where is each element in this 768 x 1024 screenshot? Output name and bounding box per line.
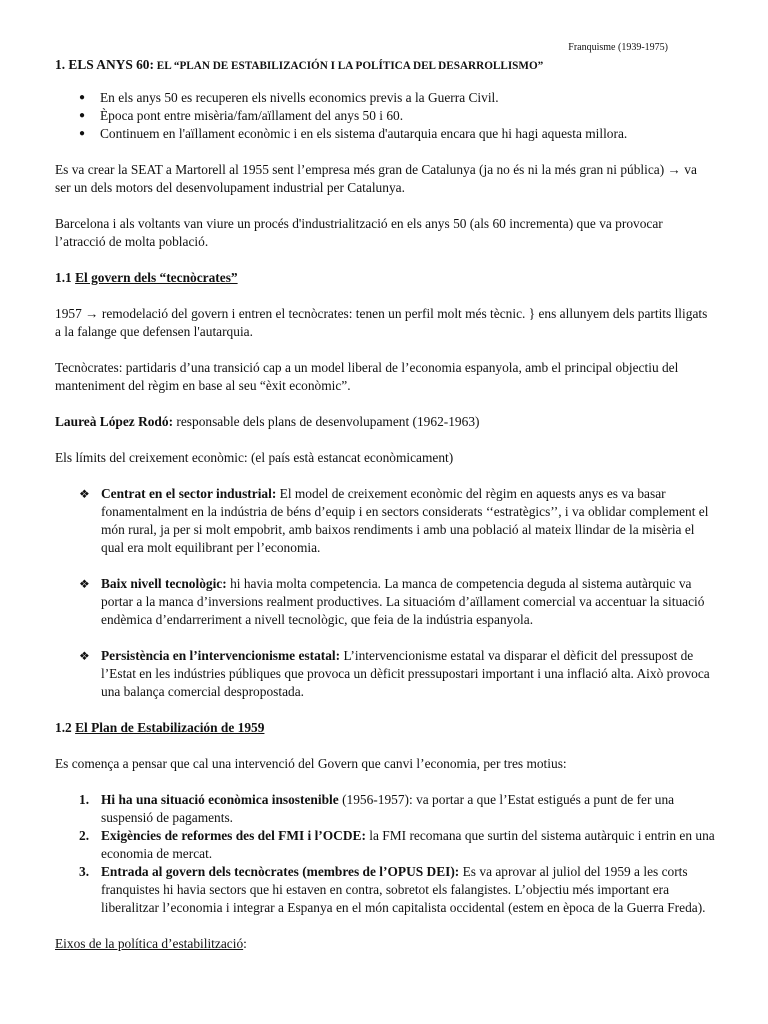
lopez-rodo-text: responsable dels plans de desenvolupament (1962-1963) [173, 414, 480, 429]
axes-heading [55, 935, 715, 953]
reason-text: Es va aprovar al juliol del 1959 a les corts franquistes hi havia sectors que hi estaven en contra, sobretot els falangistes. L’objectiu més important era liberalitzar l’economia i integrar a Espanya en el món capitalista occidental (estem en època de la Guerra Freda). [101, 864, 706, 915]
seat-paragraph: Es va crear la SEAT a Martorell al 1955 sent l’empresa més gran de Catalunya (ja no és ni la més gran ni pública) → va ser un dels motors del desenvolupament industrial per Catalunya. [55, 162, 697, 195]
section-number: 1.1 [55, 270, 76, 285]
limit-heading: Persistència en l’intervencionisme estatal: [101, 648, 341, 663]
barcelona-paragraph: Barcelona i als voltants van viure un procés d'industrialització en els anys 50 (als 60 incrementa) que va provocar l’atracció de molta població. [55, 216, 663, 249]
section-1-2-title-text: El Plan de Estabilización de 1959 [75, 720, 265, 735]
diamond-bullet-icon: ❖ [79, 577, 90, 591]
document-body [55, 56, 715, 971]
item-number: 2. [79, 828, 90, 843]
reason-heading: Exigències de reformes des del FMI i l’OCDE: [101, 828, 366, 843]
diamond-bullet-icon: ❖ [79, 649, 90, 663]
item-number: 3. [79, 864, 90, 879]
reason-text: (1956-1957): va portar a que l’Estat estigués a punt de fer una suspensió de pagaments. [101, 792, 675, 825]
section-1-title-rest: EL “PLAN DE ESTABILIZACIÓN I LA POLÍTICA DEL DESARROLLISMO” [153, 60, 544, 72]
lopez-rodo-paragraph [55, 413, 715, 431]
list-item: ● Continuem en l'aïllament econòmic i en els sistema d'autarquia encara que hi hagi aquesta millora. [55, 125, 715, 143]
list-item: ● En els anys 50 es recuperen els nivells economics previs a la Guerra Civil. [55, 89, 715, 107]
section-1-1-title [55, 269, 715, 287]
reason-heading: Entrada al govern dels tecnòcrates (membres de l’OPUS DEI): [101, 864, 460, 879]
item-number: 1. [79, 792, 90, 807]
section-1-1-title-text: El govern dels “tecnòcrates” [75, 270, 238, 285]
running-header: Franquisme (1939-1975) [568, 42, 668, 53]
limit-text: hi havia molta competencia. La manca de competencia deguda al sistema autàrquic va portar a la manca d’inversions realment productives. La situacióm d’aïllament comercial va accentuar la situació endèmica d’endarreriment a nivell tecnològic, que feia de la indústria espanyola. [101, 576, 705, 627]
reason-heading: Hi ha una situació econòmica insostenible [101, 792, 339, 807]
section-1-title [55, 56, 715, 75]
section-1-bullet-list [55, 89, 715, 143]
list-item [55, 863, 715, 917]
limits-list [55, 485, 715, 701]
section-1-2-title [55, 719, 715, 737]
remodel-paragraph: 1957 → remodelació del govern i entren el tecnòcrates: tenen un perfil molt més tècnic. } ens allunyem dels partits lligats a la falange que defensen l'autarquia. [55, 306, 708, 339]
limit-text: L’intervencionisme estatal va disparar el dèficit del pressupost de l’Estat en les indústries públiques que provoca un dèficit pressupostari important i una inflació alta. Això provoca una balança comercial despropostada. [101, 648, 710, 699]
list-item [55, 575, 715, 629]
section-number: 1.2 [55, 720, 76, 735]
reason-text: la FMI recomana que surtin del sistema autàrquic i entrin en una economia de mercat. [101, 828, 715, 861]
reasons-list [55, 791, 715, 917]
list-item [55, 647, 715, 701]
list-item [55, 827, 715, 863]
axes-heading-text: Eixos de la política d’estabilització [55, 936, 244, 951]
axes-heading-colon: : [243, 936, 247, 951]
list-item [55, 485, 715, 557]
limits-intro: Els límits del creixement econòmic: (el país està estancat econòmicament) [55, 450, 454, 465]
lopez-rodo-name: Laureà López Rodó: [55, 414, 174, 429]
limit-heading: Baix nivell tecnològic: [101, 576, 227, 591]
diamond-bullet-icon: ❖ [79, 487, 90, 501]
limit-text: El model de creixement econòmic del règim en aquests anys es va basar fonamentalment en la indústria de béns d’equip i en sectors considerats ‘‘estratègics’’, i va oblidar complement el món rural, ja per si molt empobrit, amb baixos rendiments i amb una població al mateix llindar de la misèria el qual era molt equilibrant per l’economia. [101, 486, 709, 555]
list-item: ● Època pont entre misèria/fam/aïllament del anys 50 i 60. [55, 107, 715, 125]
reasons-intro: Es comença a pensar que cal una intervenció del Govern que canvi l’economia, per tres motius: [55, 756, 567, 771]
limit-heading: Centrat en el sector industrial: [101, 486, 277, 501]
technocrats-paragraph: Tecnòcrates: partidaris d’una transició cap a un model liberal de l’economia espanyola, amb el principal objectiu del manteniment del règim en base al seu “èxit econòmic”. [55, 360, 679, 393]
section-1-title-prefix: 1. ELS ANYS 60: [55, 57, 154, 72]
list-item [55, 791, 715, 827]
